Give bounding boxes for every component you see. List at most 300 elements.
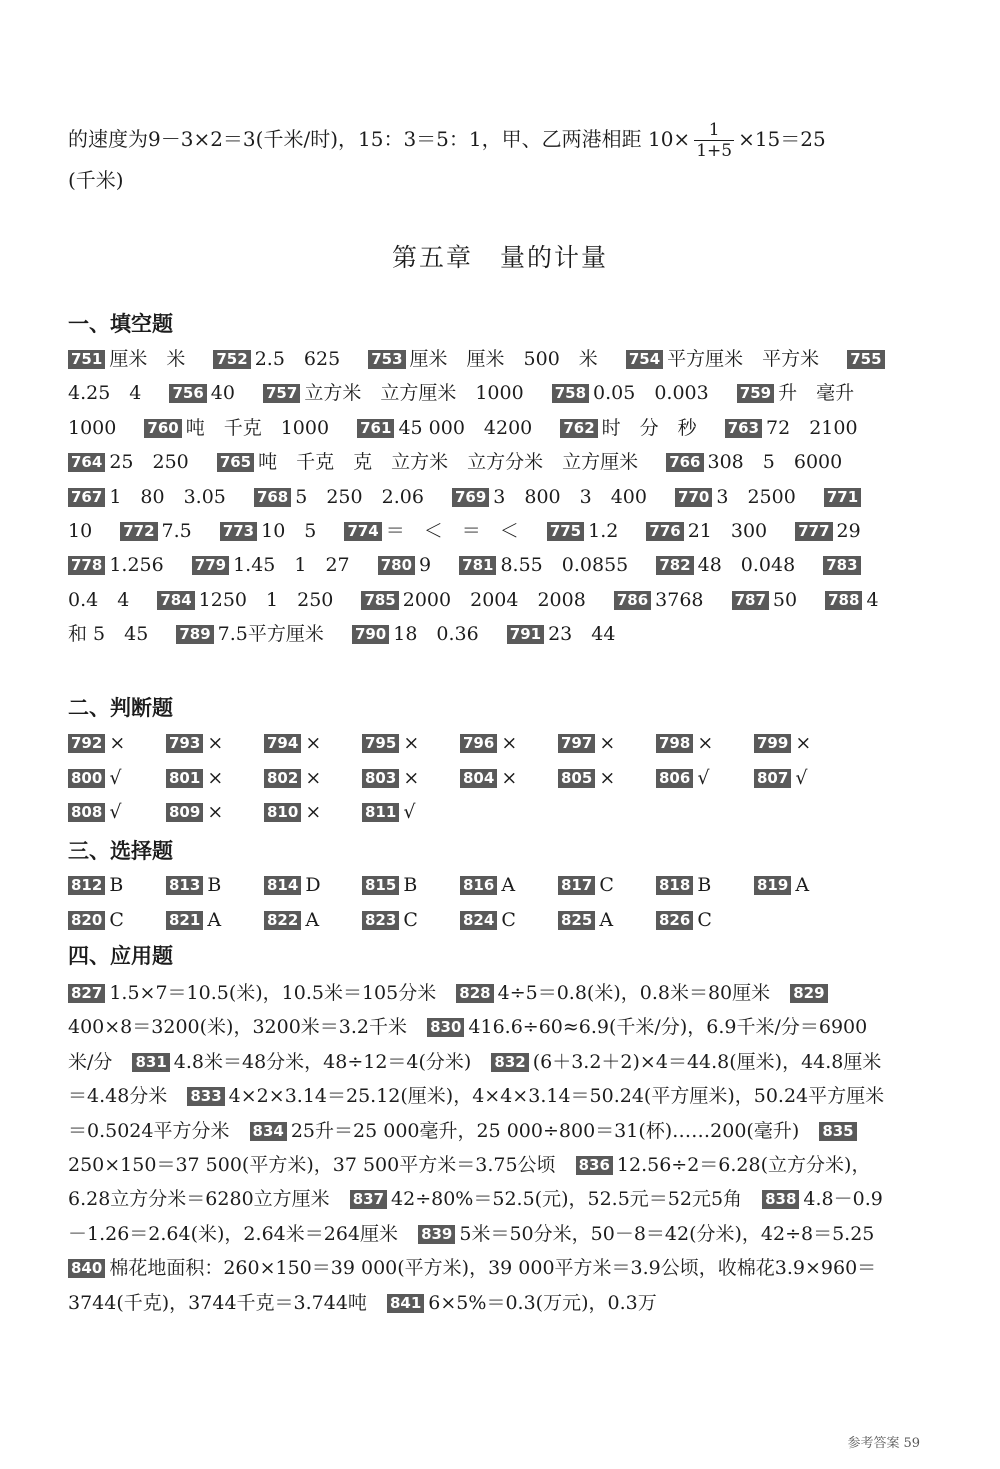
answer-item <box>264 874 321 896</box>
answer-item <box>166 801 223 823</box>
answer-item <box>344 520 540 542</box>
section-heading-apply: 四、应用题 <box>68 944 173 968</box>
question-number-badge: 800 <box>68 769 105 788</box>
answer-item <box>656 732 713 754</box>
answer-text: 1.5×7＝10.5(米)，10.5米＝105分米 <box>109 982 437 1004</box>
question-number-badge: 790 <box>352 625 389 644</box>
answer-text: × <box>599 766 616 789</box>
answer-item <box>378 554 453 576</box>
answer-item <box>169 382 257 404</box>
answer-text: 42÷80%＝52.5(元)，52.5元＝52元5角 <box>391 1188 743 1211</box>
answer-item <box>68 486 248 508</box>
question-number-badge: 757 <box>263 384 300 403</box>
answer-cell <box>460 909 558 931</box>
answer-text: 厘米 米 <box>109 348 186 370</box>
answer-text: 29 <box>836 520 861 543</box>
question-number-badge: 833 <box>187 1087 224 1106</box>
answer-item <box>68 909 124 931</box>
question-number-badge: 756 <box>169 384 206 403</box>
question-number-badge: 775 <box>547 522 584 541</box>
answer-text: 4 和 5 45 <box>68 588 879 646</box>
answer-cell <box>264 874 362 896</box>
answer-text: 25 250 <box>109 451 189 474</box>
answer-item <box>456 982 784 1004</box>
question-number-badge: 787 <box>732 591 769 610</box>
answer-cell <box>460 732 558 754</box>
answer-text: 4×2×3.14＝25.12(厘米)，4×4×3.14＝50.24(平方厘米)，50.24平方厘米＝0.5024平方分米 <box>68 1085 885 1142</box>
question-number-badge: 838 <box>762 1190 799 1209</box>
question-number-badge: 774 <box>344 522 381 541</box>
answer-item <box>264 767 321 789</box>
answer-text: 1.256 <box>109 554 164 577</box>
answer-row <box>68 760 890 794</box>
intro-text-before: 的速度为9－3×2＝3(千米/时)，15：3＝5：1，甲、乙两港相距 10× <box>68 127 691 151</box>
question-number-badge: 799 <box>754 734 791 753</box>
answer-item <box>120 520 214 542</box>
question-number-badge: 813 <box>166 876 203 895</box>
question-number-badge: 829 <box>790 984 827 1003</box>
question-number-badge: 763 <box>725 419 762 438</box>
question-number-badge: 837 <box>350 1190 387 1209</box>
answer-item <box>166 909 221 931</box>
question-number-badge: 803 <box>362 769 399 788</box>
question-number-badge: 841 <box>387 1294 424 1313</box>
answer-row <box>68 726 890 760</box>
answer-item <box>656 554 817 576</box>
fraction <box>694 120 734 161</box>
answer-item <box>452 486 669 508</box>
answer-cell <box>264 909 362 931</box>
answer-item <box>352 623 501 645</box>
question-number-badge: 753 <box>368 350 405 369</box>
question-number-badge: 795 <box>362 734 399 753</box>
question-number-badge: 807 <box>754 769 791 788</box>
question-number-badge: 776 <box>646 522 683 541</box>
answer-text: × <box>795 732 812 755</box>
question-number-badge: 822 <box>264 911 301 930</box>
answer-item <box>250 1120 814 1142</box>
answer-cell <box>558 732 656 754</box>
answer-item <box>362 767 419 789</box>
question-number-badge: 827 <box>68 984 105 1003</box>
answer-text: B <box>697 874 712 897</box>
answer-text: × <box>305 800 322 823</box>
answer-cell <box>166 767 264 789</box>
answer-text: 40 <box>210 382 235 405</box>
answer-text: C <box>697 908 712 931</box>
answer-text: × <box>697 732 714 755</box>
question-number-badge: 816 <box>460 876 497 895</box>
answer-text: 3768 <box>655 588 704 611</box>
page-number: 59 <box>903 1436 920 1451</box>
answer-text: × <box>599 732 616 755</box>
answer-item <box>656 909 712 931</box>
answer-item <box>68 451 211 473</box>
question-number-badge: 811 <box>362 803 399 822</box>
answer-item <box>68 732 125 754</box>
answer-item <box>264 732 321 754</box>
answer-item <box>361 589 607 611</box>
question-number-badge: 804 <box>460 769 497 788</box>
question-number-badge: 796 <box>460 734 497 753</box>
intro-line-2: (千米) <box>68 168 124 192</box>
answer-cell <box>754 732 852 754</box>
answer-text: 时 分 秒 <box>601 416 697 439</box>
section-heading-fill: 一、填空题 <box>68 312 173 336</box>
answer-text: A <box>305 908 320 931</box>
question-number-badge: 755 <box>847 350 884 369</box>
answer-item <box>362 732 419 754</box>
answer-text: 10 <box>68 520 93 543</box>
answer-cell <box>656 909 754 931</box>
answer-cell <box>754 874 852 896</box>
question-number-badge: 767 <box>68 488 105 507</box>
answer-text: 416.6÷60≈6.9(千米/分)，6.9千米/分＝6900米/分 <box>68 1016 868 1073</box>
answer-item <box>547 520 641 542</box>
answer-text: 4.8－0.9－1.26＝2.64(米)，2.64米＝264厘米 <box>68 1188 883 1245</box>
answer-text: 1.2 <box>588 520 619 543</box>
answer-text: 棉花地面积：260×150＝39 000(平方米)，39 000平方米＝3.9公顷，收棉花3.9×960＝3744(千克)，3744千克＝3.744吨 <box>68 1257 877 1314</box>
answer-text: 10 5 <box>261 520 317 543</box>
answer-text: C <box>501 908 516 931</box>
question-number-badge: 781 <box>459 556 496 575</box>
question-number-badge: 839 <box>418 1225 455 1244</box>
answer-cell <box>558 909 656 931</box>
answer-text: 25升＝25 000毫升，25 000÷800＝31(杯)……200(毫升) <box>290 1119 800 1142</box>
answer-cell <box>166 909 264 931</box>
answer-text: 5米＝50分米，50－8＝42(分米)，42÷8＝5.25 <box>459 1222 875 1245</box>
answer-item <box>68 874 123 896</box>
answer-item <box>558 909 613 931</box>
answer-item <box>459 554 650 576</box>
answer-cell <box>460 767 558 789</box>
answer-item <box>220 520 339 542</box>
answer-text: 9 <box>419 554 432 577</box>
answer-cell <box>754 767 852 789</box>
answer-item <box>754 767 807 789</box>
answer-item <box>68 554 186 576</box>
question-number-badge: 782 <box>656 556 693 575</box>
answer-text: × <box>109 732 126 755</box>
answer-text: 1.45 1 27 <box>233 554 350 577</box>
answer-item <box>754 732 811 754</box>
answer-text: √ <box>109 766 122 789</box>
answer-item <box>166 874 221 896</box>
question-number-badge: 836 <box>576 1156 613 1175</box>
answer-text: 3 800 3 400 <box>493 485 647 508</box>
answer-item <box>166 767 223 789</box>
question-number-badge: 766 <box>666 453 703 472</box>
answer-item <box>614 589 726 611</box>
answer-cell <box>68 767 166 789</box>
answer-text: C <box>109 908 124 931</box>
question-number-badge: 805 <box>558 769 595 788</box>
fraction-numerator: 1 <box>694 120 734 141</box>
question-number-badge: 785 <box>361 591 398 610</box>
question-number-badge: 759 <box>737 384 774 403</box>
answer-text: 升 毫升 1000 <box>68 382 874 439</box>
question-number-badge: 773 <box>220 522 257 541</box>
answer-item <box>68 982 450 1004</box>
question-number-badge: 760 <box>144 419 181 438</box>
answer-text: 400×8＝3200(米)，3200米＝3.2千米 <box>68 1016 408 1039</box>
answer-item <box>254 486 446 508</box>
answer-cell <box>264 732 362 754</box>
question-number-badge: 770 <box>675 488 712 507</box>
answer-text: × <box>403 732 420 755</box>
answer-item <box>157 589 355 611</box>
question-number-badge: 824 <box>460 911 497 930</box>
answer-text: 5 250 2.06 <box>295 485 424 508</box>
section-heading-choice: 三、选择题 <box>68 839 173 863</box>
question-number-badge: 812 <box>68 876 105 895</box>
answer-cell <box>656 732 754 754</box>
apply-answers <box>68 976 890 1320</box>
answer-text: 6×5%＝0.3(万元)，0.3万 <box>428 1291 657 1314</box>
answer-text: 45 000 4200 <box>398 416 533 439</box>
question-number-badge: 791 <box>507 625 544 644</box>
answer-item <box>166 732 223 754</box>
fraction-denominator: 1+5 <box>696 141 733 161</box>
answer-text: 3 2500 <box>716 485 796 508</box>
answer-text: ＝ ＜ ＝ ＜ <box>385 520 519 543</box>
question-number-badge: 810 <box>264 803 301 822</box>
answer-text: A <box>501 874 516 897</box>
answer-cell <box>68 732 166 754</box>
intro-text-after: ×15＝25 <box>738 127 826 151</box>
question-number-badge: 809 <box>166 803 203 822</box>
answer-item <box>656 767 709 789</box>
answer-item <box>213 348 362 370</box>
answer-text: 48 0.048 <box>697 554 796 577</box>
answer-item <box>362 874 417 896</box>
chapter-title: 第五章 量的计量 <box>391 243 608 272</box>
judge-answers <box>68 726 890 829</box>
answer-item <box>666 451 864 473</box>
answer-cell <box>656 767 754 789</box>
answer-text: √ <box>403 800 416 823</box>
question-number-badge: 814 <box>264 876 301 895</box>
answer-item <box>68 348 207 370</box>
answer-text: 7.5平方厘米 <box>217 623 324 646</box>
answer-text: 2.5 625 <box>254 348 341 370</box>
answer-text: × <box>501 766 518 789</box>
answer-item <box>192 554 372 576</box>
answer-cell <box>656 874 754 896</box>
answer-text: 4.25 4 <box>68 382 142 405</box>
question-number-badge: 826 <box>656 911 693 930</box>
answer-text: 厘米 厘米 500 米 <box>409 348 598 370</box>
question-number-badge: 825 <box>558 911 595 930</box>
question-number-badge: 780 <box>378 556 415 575</box>
question-number-badge: 751 <box>68 350 105 369</box>
answer-text: 吨 千克 克 立方米 立方分米 立方厘米 <box>258 451 639 474</box>
question-number-badge: 797 <box>558 734 595 753</box>
answer-text: 1 80 3.05 <box>109 485 226 508</box>
answer-item <box>795 520 883 542</box>
answer-text: 18 0.36 <box>393 623 479 646</box>
answer-text: 12.56÷2＝6.28(立方分米)，6.28立方分米＝6280立方厘米 <box>68 1154 871 1211</box>
answer-item <box>217 451 660 473</box>
answer-cell <box>558 874 656 896</box>
answer-item <box>558 732 615 754</box>
answer-item <box>675 486 818 508</box>
question-number-badge: 832 <box>491 1053 528 1072</box>
question-number-badge: 772 <box>120 522 157 541</box>
question-number-badge: 840 <box>68 1259 105 1278</box>
answer-item <box>387 1292 671 1314</box>
answer-item <box>264 801 321 823</box>
answer-item <box>460 767 517 789</box>
answer-cell <box>166 801 264 823</box>
answer-text: 2000 2004 2008 <box>402 588 586 611</box>
answer-row <box>68 795 890 829</box>
answer-cell <box>166 874 264 896</box>
answer-text: × <box>207 800 224 823</box>
answer-text: 50 <box>772 588 798 611</box>
answer-item <box>357 417 554 439</box>
answer-text: 21 300 <box>687 520 768 543</box>
answer-item <box>68 767 121 789</box>
answer-text: 平方厘米 平方米 <box>667 348 820 370</box>
question-number-badge: 786 <box>614 591 651 610</box>
question-number-badge: 779 <box>192 556 229 575</box>
page-footer <box>847 1432 920 1451</box>
question-number-badge: 819 <box>754 876 791 895</box>
answer-item <box>176 623 346 645</box>
question-number-badge: 792 <box>68 734 105 753</box>
question-number-badge: 794 <box>264 734 301 753</box>
answer-text: 1250 1 250 <box>198 588 334 611</box>
answer-item <box>725 417 880 439</box>
answer-item <box>754 874 809 896</box>
question-number-badge: 828 <box>456 984 493 1003</box>
answer-item <box>362 801 415 823</box>
answer-text: 23 44 <box>548 623 616 646</box>
question-number-badge: 821 <box>166 911 203 930</box>
answer-item <box>507 623 638 645</box>
answer-text: 0.05 0.003 <box>593 382 709 405</box>
answer-text: √ <box>697 766 710 789</box>
question-number-badge: 802 <box>264 769 301 788</box>
answer-item <box>68 801 121 823</box>
answer-item <box>368 348 620 370</box>
answer-cell <box>264 801 362 823</box>
question-number-badge: 801 <box>166 769 203 788</box>
answer-cell <box>460 874 558 896</box>
answer-text: A <box>599 908 614 931</box>
fill-answers <box>68 342 890 652</box>
answer-text: A <box>207 908 222 931</box>
question-number-badge: 835 <box>819 1122 856 1141</box>
answer-text: 250×150＝37 500(平方米)，37 500平方米＝3.75公顷 <box>68 1154 556 1177</box>
question-number-badge: 789 <box>176 625 213 644</box>
question-number-badge: 761 <box>357 419 394 438</box>
answer-item <box>558 874 614 896</box>
answer-text: √ <box>795 766 808 789</box>
section-heading-judge: 二、判断题 <box>68 696 173 720</box>
answer-text: 0.4 4 <box>68 588 130 611</box>
answer-text: 4÷5＝0.8(米)，0.8米＝80厘米 <box>497 982 771 1004</box>
answer-cell <box>362 767 460 789</box>
answer-item <box>144 417 351 439</box>
question-number-badge: 815 <box>362 876 399 895</box>
answer-cell <box>362 874 460 896</box>
answer-text: 吨 千克 1000 <box>185 416 330 439</box>
answer-text: C <box>599 874 614 897</box>
answer-item <box>460 732 517 754</box>
answer-item <box>460 874 515 896</box>
question-number-badge: 820 <box>68 911 105 930</box>
answer-text: (6＋3.2＋2)×4＝44.8(厘米)，44.8厘米＝4.48分米 <box>68 1050 882 1108</box>
answer-item <box>656 874 711 896</box>
question-number-badge: 798 <box>656 734 693 753</box>
question-number-badge: 808 <box>68 803 105 822</box>
question-number-badge: 752 <box>213 350 250 369</box>
answer-item <box>560 417 718 439</box>
answer-cell <box>362 909 460 931</box>
answer-cell <box>68 874 166 896</box>
question-number-badge: 754 <box>626 350 663 369</box>
question-number-badge: 823 <box>362 911 399 930</box>
choice-answers <box>68 868 890 937</box>
question-number-badge: 834 <box>250 1122 287 1141</box>
answer-text: 72 2100 <box>766 416 858 439</box>
footer-label: 参考答案 <box>847 1436 900 1451</box>
question-number-badge: 765 <box>217 453 254 472</box>
question-number-badge: 818 <box>656 876 693 895</box>
answer-item <box>362 909 418 931</box>
answer-item <box>626 348 841 370</box>
answer-item <box>350 1188 756 1210</box>
answer-item <box>263 382 546 404</box>
answer-text: 7.5 <box>161 520 192 543</box>
answer-text: × <box>403 766 420 789</box>
answer-text: D <box>305 874 321 897</box>
answer-cell <box>68 909 166 931</box>
answer-row <box>68 868 890 902</box>
answer-text: B <box>109 874 124 897</box>
answer-item <box>460 909 516 931</box>
question-number-badge: 830 <box>427 1018 464 1037</box>
question-number-badge: 783 <box>823 556 860 575</box>
answer-text: 4.8米＝48分米，48÷12＝4(分米) <box>173 1050 472 1073</box>
answer-item <box>264 909 319 931</box>
answer-item <box>646 520 789 542</box>
answer-cell <box>558 767 656 789</box>
question-number-badge: 778 <box>68 556 105 575</box>
question-number-badge: 769 <box>452 488 489 507</box>
answer-text: 立方米 立方厘米 1000 <box>304 382 524 405</box>
answer-text: × <box>305 766 322 789</box>
answer-text: × <box>305 732 322 755</box>
answer-cell <box>362 801 460 823</box>
answer-item <box>558 767 615 789</box>
answer-text: 308 5 6000 <box>707 451 843 474</box>
question-number-badge: 806 <box>656 769 693 788</box>
answer-cell <box>264 767 362 789</box>
answer-text: B <box>207 874 222 897</box>
question-number-badge: 817 <box>558 876 595 895</box>
answer-text: B <box>403 874 418 897</box>
question-number-badge: 784 <box>157 591 194 610</box>
question-number-badge: 758 <box>552 384 589 403</box>
answer-text: 8.55 0.0855 <box>500 554 629 577</box>
answer-text: √ <box>109 800 122 823</box>
question-number-badge: 777 <box>795 522 832 541</box>
question-number-badge: 788 <box>825 591 862 610</box>
question-number-badge: 768 <box>254 488 291 507</box>
